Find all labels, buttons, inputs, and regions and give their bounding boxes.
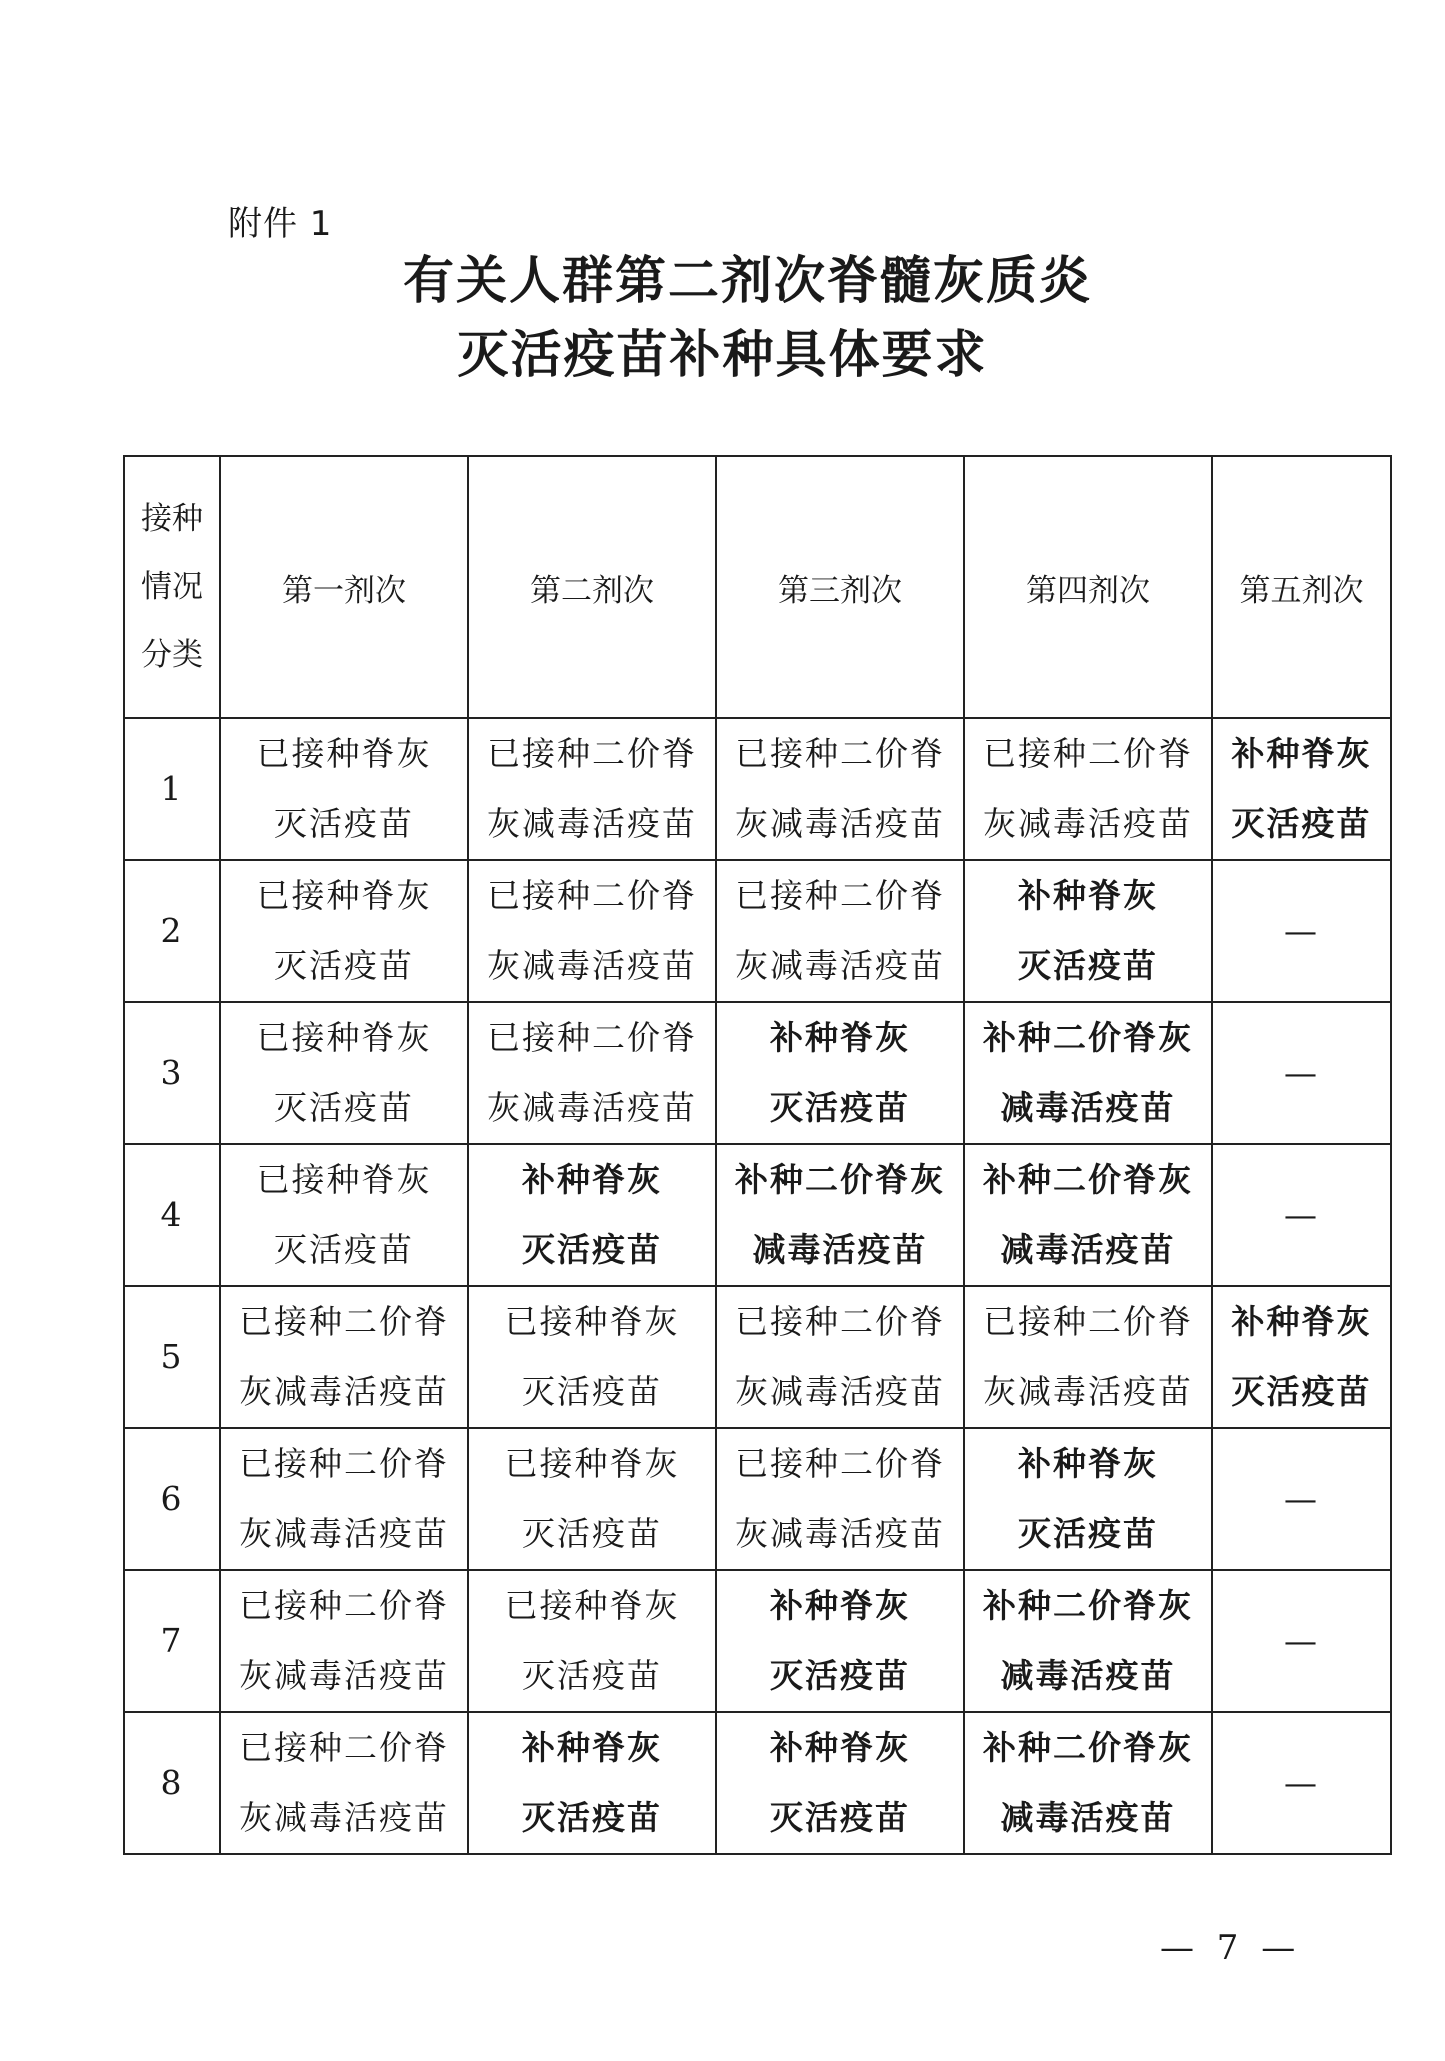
cell-text-line: 灭活疫苗 [274,946,414,985]
table-row [124,1286,1391,1428]
not-applicable-dash: — [1284,1763,1319,1802]
cell-text-line: 灰减毒活疫苗 [239,1798,449,1837]
row-category-number: 6 [124,1428,220,1570]
dose-cell-3 [716,1570,964,1712]
dose-cell-2 [468,1570,716,1712]
attachment-label: 附件 1 [228,204,333,244]
dose-cell-5 [1212,1428,1391,1570]
cell-text-line: 补种二价脊灰 [983,1586,1193,1625]
row-category-number: 7 [124,1570,220,1712]
cell-text-line: 减毒活疫苗 [1000,1088,1176,1127]
cell-text-line: 减毒活疫苗 [752,1230,928,1269]
cell-text-line: 灭活疫苗 [1018,946,1158,985]
cell-text-line: 灭活疫苗 [522,1230,662,1269]
dose-cell-1 [220,1428,468,1570]
dose-cell-2 [468,860,716,1002]
cell-text-line: 已接种二价脊 [983,734,1193,773]
cell-text-line: 已接种脊灰 [256,876,432,915]
row-category-number: 5 [124,1286,220,1428]
cell-text-line: 补种二价脊灰 [983,1018,1193,1057]
dose-cell-4 [964,1002,1212,1144]
cell-text-line: 已接种脊灰 [504,1586,680,1625]
row-category-number: 4 [124,1144,220,1286]
row-category-number: 1 [124,718,220,860]
cell-text-line: 补种脊灰 [770,1728,910,1767]
dose-cell-5 [1212,1144,1391,1286]
dose-cell-1 [220,1286,468,1428]
cell-text-line: 灰减毒活疫苗 [983,804,1193,843]
cell-text-line: 已接种脊灰 [256,1160,432,1199]
dose-cell-3 [716,860,964,1002]
page-number: — 7 — [1160,1928,1302,1968]
dose-cell-2 [468,1002,716,1144]
cell-text-line: 灰减毒活疫苗 [983,1372,1193,1411]
dose-cell-2 [468,1286,716,1428]
cell-text-line: 已接种二价脊 [735,1302,945,1341]
table-body [124,718,1391,1854]
dose-cell-1 [220,1712,468,1854]
cell-text-line: 补种二价脊灰 [983,1160,1193,1199]
cell-text-line: 灰减毒活疫苗 [487,946,697,985]
cell-text-line: 已接种二价脊 [487,876,697,915]
cell-text-line: 补种脊灰 [770,1018,910,1057]
dose-cell-3 [716,1002,964,1144]
category-header-line: 情况 [141,569,203,605]
vaccination-schedule-table [123,455,1392,1855]
document-title-line-2: 灭活疫苗补种具体要求 [457,326,988,385]
cell-text-line: 灰减毒活疫苗 [735,1514,945,1553]
table-row [124,1144,1391,1286]
dose-cell-5 [1212,1570,1391,1712]
dose-cell-2 [468,1712,716,1854]
cell-text-line: 灰减毒活疫苗 [735,1372,945,1411]
dose-header-5: 第五剂次 [1212,456,1391,718]
cell-text-line: 灭活疫苗 [522,1656,662,1695]
dose-header-2: 第二剂次 [468,456,716,718]
dose-cell-5 [1212,1286,1391,1428]
cell-text-line: 补种二价脊灰 [983,1728,1193,1767]
cell-text-line: 补种脊灰 [522,1160,662,1199]
cell-text-line: 已接种脊灰 [504,1444,680,1483]
cell-text-line: 已接种二价脊 [983,1302,1193,1341]
cell-text-line: 补种脊灰 [770,1586,910,1625]
cell-text-line: 已接种二价脊 [735,1444,945,1483]
dose-cell-4 [964,1570,1212,1712]
cell-text-line: 已接种二价脊 [487,1018,697,1057]
dose-cell-2 [468,1428,716,1570]
cell-text-line: 灰减毒活疫苗 [735,804,945,843]
dose-header-3: 第三剂次 [716,456,964,718]
table-row [124,1712,1391,1854]
cell-text-line: 灭活疫苗 [1231,1372,1372,1411]
category-header-line: 接种 [141,501,203,537]
dose-cell-5 [1212,1712,1391,1854]
dose-header-1: 第一剂次 [220,456,468,718]
cell-text-line: 已接种二价脊 [239,1586,449,1625]
dose-cell-1 [220,1570,468,1712]
not-applicable-dash: — [1284,911,1319,950]
cell-text-line: 已接种二价脊 [239,1302,449,1341]
category-header-line: 分类 [141,637,203,673]
cell-text-line: 灭活疫苗 [274,804,414,843]
dose-cell-3 [716,1144,964,1286]
dose-cell-3 [716,1286,964,1428]
cell-text-line: 灭活疫苗 [1231,804,1372,843]
dose-cell-2 [468,718,716,860]
cell-text-line: 灰减毒活疫苗 [239,1656,449,1695]
cell-text-line: 灭活疫苗 [522,1372,662,1411]
cell-text-line: 补种脊灰 [1018,1444,1158,1483]
dose-cell-3 [716,718,964,860]
cell-text-line: 灭活疫苗 [522,1514,662,1553]
table-row [124,718,1391,860]
dose-cell-5 [1212,860,1391,1002]
table-row [124,1570,1391,1712]
cell-text-line: 已接种二价脊 [239,1728,449,1767]
not-applicable-dash: — [1284,1053,1319,1092]
dose-cell-5 [1212,718,1391,860]
cell-text-line: 减毒活疫苗 [1000,1656,1176,1695]
table-row [124,1428,1391,1570]
cell-text-line: 灰减毒活疫苗 [487,1088,697,1127]
row-category-number: 8 [124,1712,220,1854]
cell-text-line: 灭活疫苗 [770,1798,910,1837]
category-header [124,456,220,718]
dose-cell-1 [220,860,468,1002]
cell-text-line: 已接种二价脊 [239,1444,449,1483]
cell-text-line: 已接种二价脊 [735,876,945,915]
cell-text-line: 补种脊灰 [1231,1302,1372,1341]
cell-text-line: 补种二价脊灰 [735,1160,945,1199]
cell-text-line: 灭活疫苗 [770,1656,910,1695]
cell-text-line: 已接种脊灰 [256,734,432,773]
not-applicable-dash: — [1284,1479,1319,1518]
dose-cell-4 [964,1428,1212,1570]
cell-text-line: 灭活疫苗 [770,1088,910,1127]
cell-text-line: 已接种二价脊 [735,734,945,773]
cell-text-line: 灭活疫苗 [274,1088,414,1127]
cell-text-line: 灰减毒活疫苗 [239,1372,449,1411]
dose-cell-4 [964,1144,1212,1286]
row-category-number: 2 [124,860,220,1002]
cell-text-line: 灭活疫苗 [1018,1514,1158,1553]
table-header-row [124,456,1391,718]
cell-text-line: 灰减毒活疫苗 [487,804,697,843]
cell-text-line: 补种脊灰 [522,1728,662,1767]
cell-text-line: 减毒活疫苗 [1000,1230,1176,1269]
dose-cell-3 [716,1428,964,1570]
dose-cell-4 [964,1712,1212,1854]
table-row [124,1002,1391,1144]
document-title-line-1: 有关人群第二剂次脊髓灰质炎 [402,252,1092,311]
cell-text-line: 灭活疫苗 [274,1230,414,1269]
dose-cell-4 [964,718,1212,860]
dose-cell-4 [964,1286,1212,1428]
dose-cell-4 [964,860,1212,1002]
table-row [124,860,1391,1002]
cell-text-line: 已接种二价脊 [487,734,697,773]
dose-cell-5 [1212,1002,1391,1144]
not-applicable-dash: — [1284,1621,1319,1660]
dose-cell-2 [468,1144,716,1286]
dose-cell-1 [220,1002,468,1144]
dose-cell-3 [716,1712,964,1854]
not-applicable-dash: — [1284,1195,1319,1234]
cell-text-line: 灰减毒活疫苗 [239,1514,449,1553]
cell-text-line: 已接种脊灰 [256,1018,432,1057]
cell-text-line: 减毒活疫苗 [1000,1798,1176,1837]
cell-text-line: 补种脊灰 [1231,734,1372,773]
cell-text-line: 灰减毒活疫苗 [735,946,945,985]
dose-header-4: 第四剂次 [964,456,1212,718]
cell-text-line: 补种脊灰 [1018,876,1158,915]
cell-text-line: 已接种脊灰 [504,1302,680,1341]
dose-cell-1 [220,718,468,860]
cell-text-line: 灭活疫苗 [522,1798,662,1837]
dose-cell-1 [220,1144,468,1286]
row-category-number: 3 [124,1002,220,1144]
